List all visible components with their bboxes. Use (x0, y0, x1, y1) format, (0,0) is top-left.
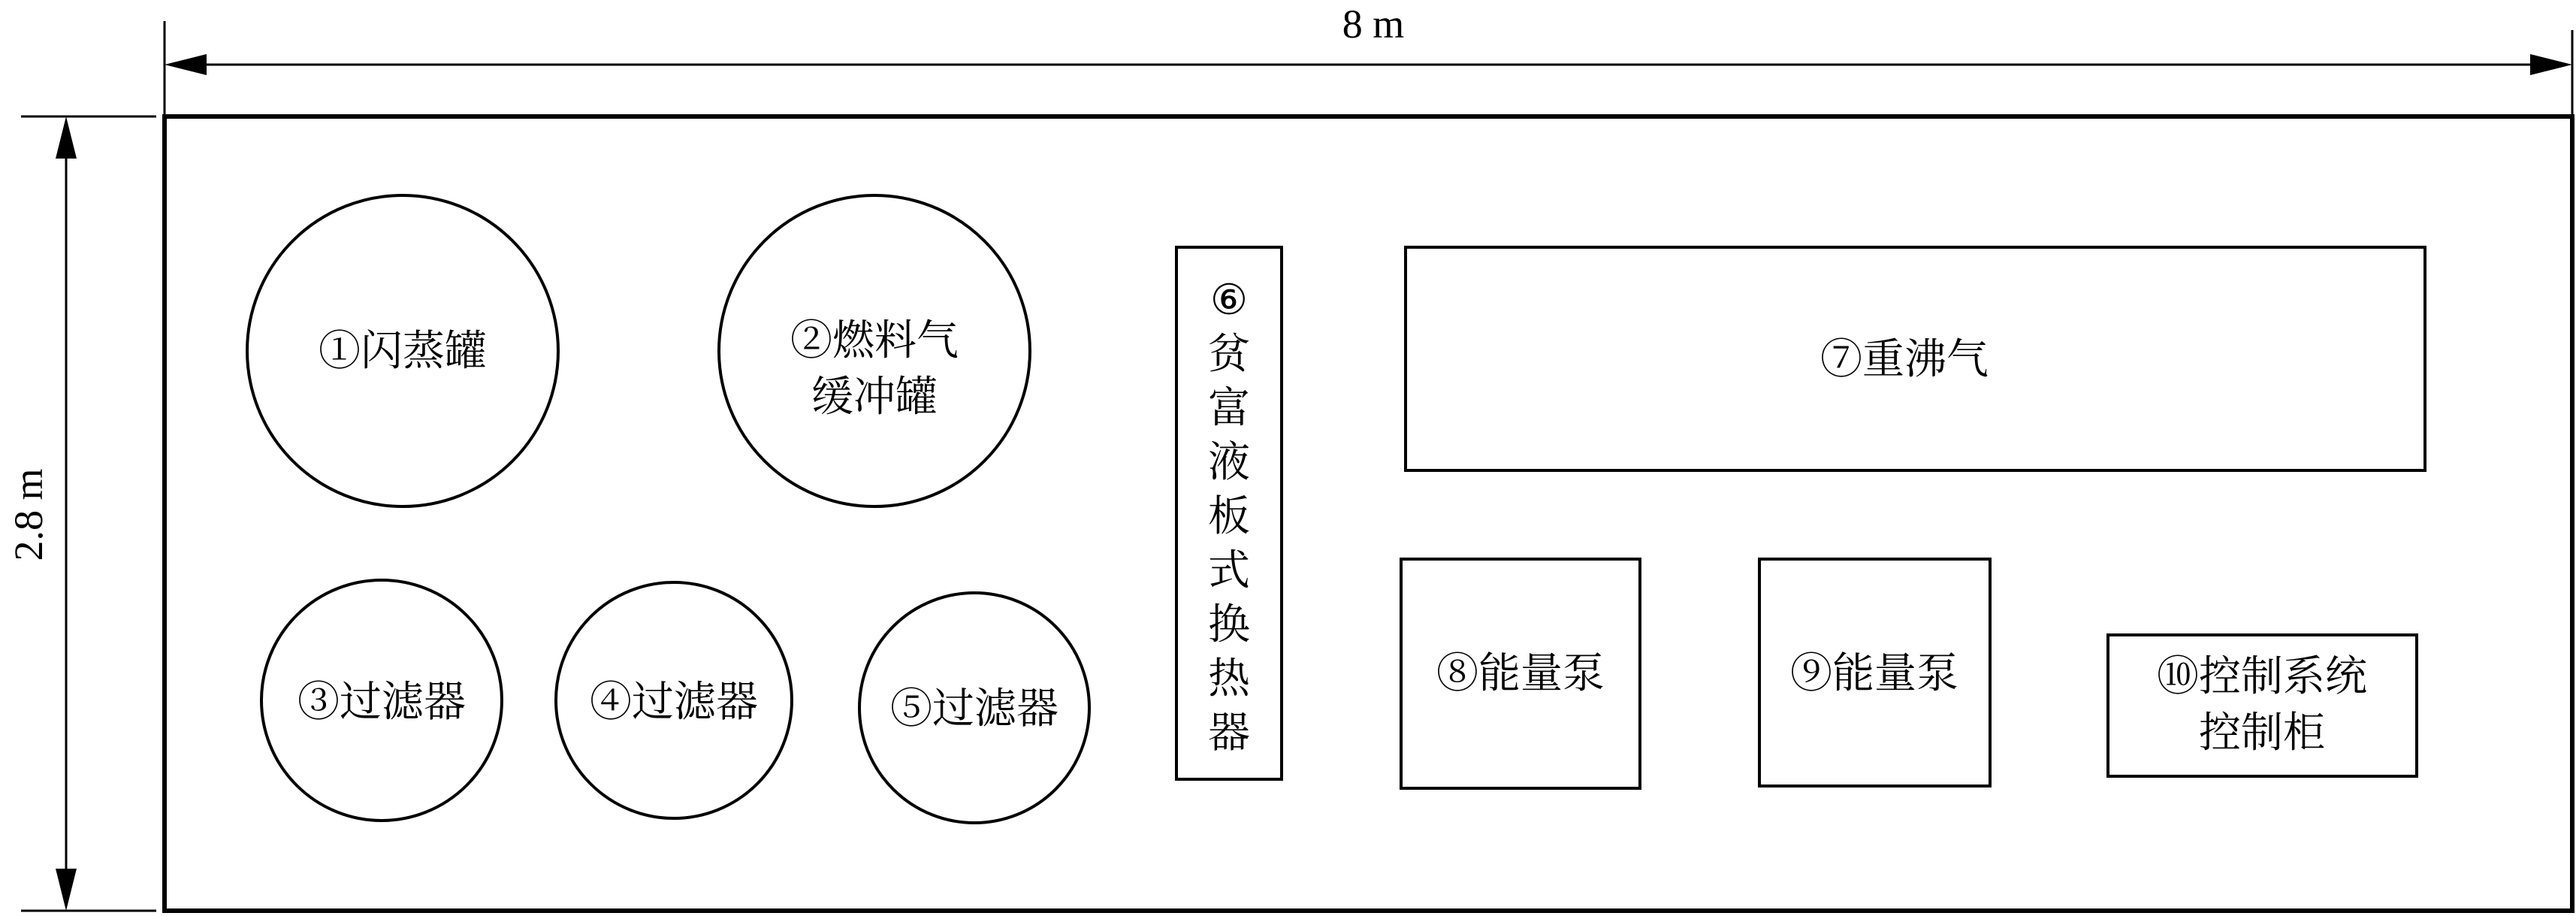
flash-tank (247, 195, 558, 506)
filter-4 (556, 582, 792, 818)
plate-heat-exchanger-char-9: 器 (1208, 709, 1250, 757)
height-dimension (6, 116, 156, 911)
plate-heat-exchanger-char-4: 液 (1208, 438, 1250, 487)
fuel-gas-buffer-tank-label-line-1: ②燃料气 (790, 316, 959, 365)
plate-heat-exchanger-char-5: 板 (1208, 492, 1250, 541)
plate-heat-exchanger-char-3: 富 (1208, 384, 1250, 433)
width-label: 8 m (1342, 2, 1405, 47)
plate-heat-exchanger-char-7: 换 (1208, 600, 1250, 649)
height-label: 2.8 m (6, 468, 51, 561)
plate-heat-exchanger-char-2: 贫 (1208, 330, 1250, 379)
width-arrow-left-icon (165, 54, 207, 75)
filter-5 (859, 593, 1089, 823)
width-dimension (165, 2, 2572, 116)
plate-heat-exchanger-char-8: 热 (1208, 655, 1250, 703)
filter-3 (261, 580, 502, 821)
flash-tank-label: ①闪蒸罐 (319, 327, 487, 376)
height-arrow-bottom-icon (56, 869, 77, 911)
control-cabinet-label-line-2: 控制柜 (2199, 709, 2325, 757)
energy-pump-8-label: ⑧能量泵 (1436, 649, 1605, 698)
energy-pump-9 (1759, 559, 1990, 786)
fuel-gas-buffer-tank (719, 195, 1030, 506)
height-arrow-top-icon (56, 116, 77, 159)
plate-heat-exchanger-char-6: 式 (1208, 546, 1250, 595)
control-cabinet (2108, 635, 2417, 776)
plate-heat-exchanger-char-1: ⑥ (1209, 276, 1249, 325)
filter-4-label: ④过滤器 (590, 678, 758, 727)
control-cabinet-label-line-1: ⑩控制系统 (2157, 652, 2367, 701)
skid-boundary (165, 116, 2572, 911)
energy-pump-8 (1401, 559, 1640, 788)
plate-heat-exchanger (1176, 247, 1282, 779)
fuel-gas-buffer-tank-label-line-2: 缓冲罐 (811, 373, 938, 422)
reboiler (1406, 247, 2425, 470)
energy-pump-9-label: ⑨能量泵 (1790, 649, 1958, 698)
filter-3-label: ③过滤器 (297, 678, 466, 727)
filter-5-label: ⑤过滤器 (890, 685, 1058, 733)
reboiler-label: ⑦重沸气 (1820, 335, 1989, 384)
width-arrow-right-icon (2530, 54, 2572, 75)
